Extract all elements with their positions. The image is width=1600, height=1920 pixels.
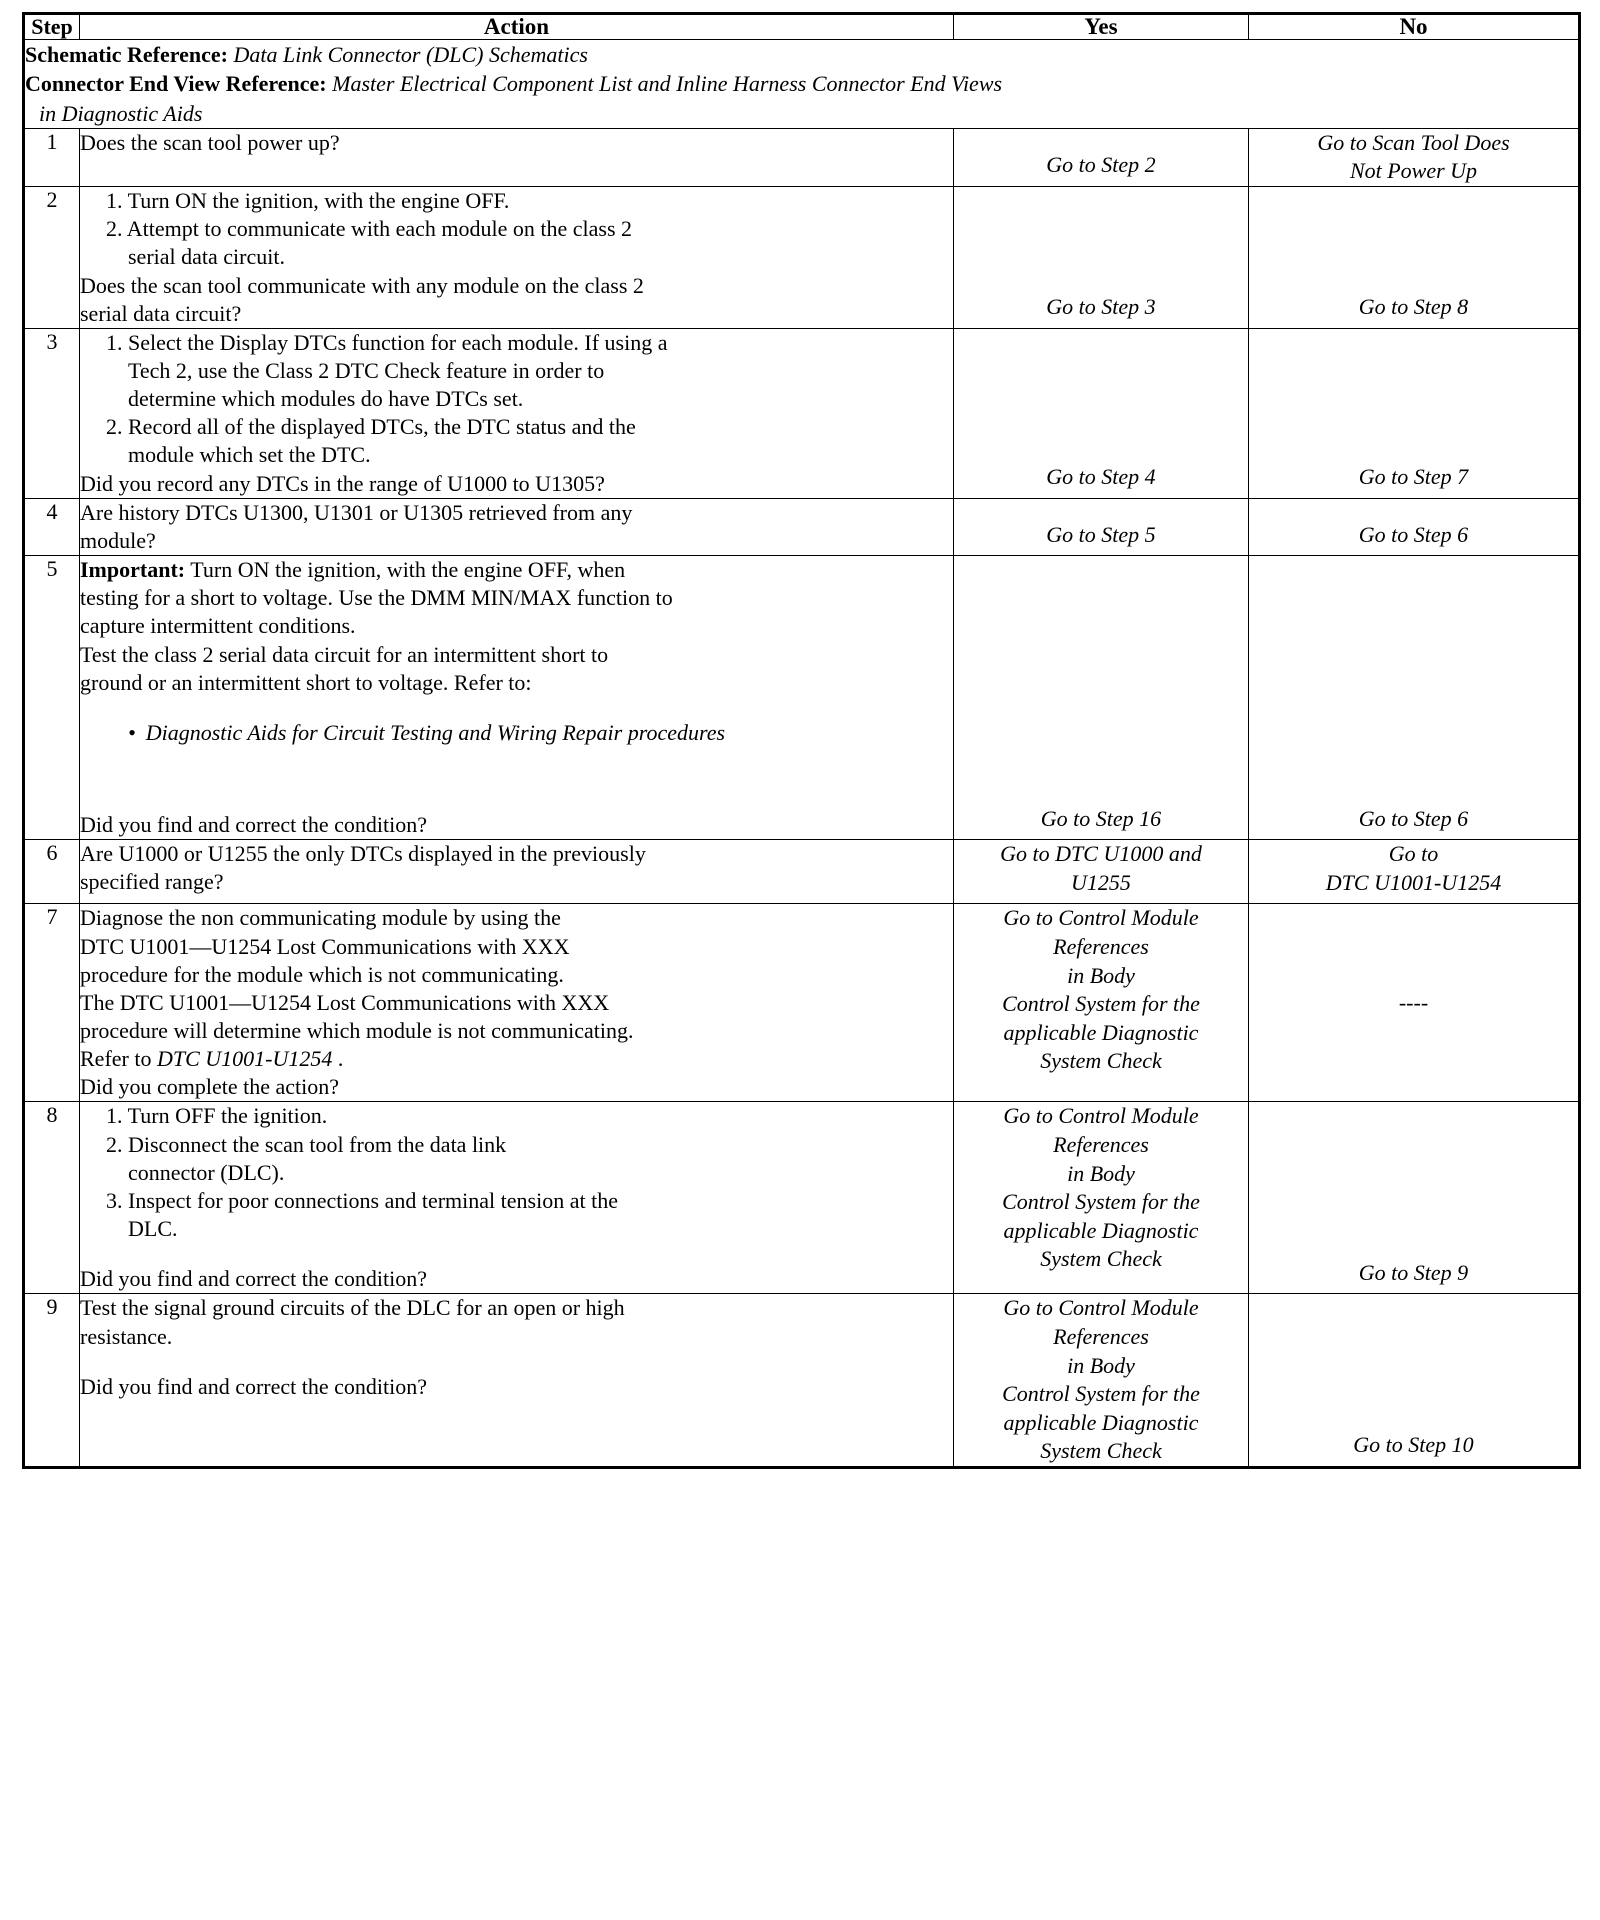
yes-answer-line: Go to Control Module [1003,905,1199,931]
no-answer-line: Go to Step 6 [1358,805,1469,831]
no-answer-cell [1249,840,1580,904]
table-header [24,14,1580,40]
step-number-cell: 4 [24,498,80,555]
action-line: Test the signal ground circuits of the DLC for an open or high [80,1295,625,1321]
yes-answer-cell [954,1294,1249,1468]
yes-answer-line: applicable Diagnostic [1003,1019,1199,1045]
no-answer-line: Go to Step 9 [1358,1259,1469,1285]
step-number-cell: 1 [24,128,80,186]
step-number-cell: 5 [24,556,80,840]
action-line: specified range? [80,869,224,895]
no-answer-cell [1249,328,1580,498]
step-number-cell: 7 [24,904,80,1102]
action-line: 1. Turn ON the ignition, with the engine OFF. [106,188,510,214]
column-header-yes: Yes [954,14,1249,40]
action-line: Did you find and correct the condition? [80,1266,428,1292]
action-line-spacer [80,1351,953,1373]
action-line: Did you complete the action? [80,1074,340,1100]
yes-answer-line: in Body [1067,1352,1135,1378]
connector-reference-label: Connector End View Reference: [25,71,327,97]
yes-answer-line: Go to Control Module [1003,1295,1199,1321]
action-cell [80,128,954,186]
yes-answer-line: System Check [1040,1246,1162,1272]
action-cell [80,328,954,498]
action-line: resistance. [80,1323,173,1349]
no-answer-cell [1249,498,1580,555]
yes-answer-line: applicable Diagnostic [1003,1409,1199,1435]
action-line: DLC. [128,1216,178,1242]
table-row [24,556,1580,840]
action-line [80,719,953,747]
no-answer-cell [1249,128,1580,186]
yes-answer-line: Go to DTC U1000 and [1000,841,1202,867]
no-answer-cell [1249,1294,1580,1468]
action-line: Did you find and correct the condition? [80,1373,428,1399]
step-number-cell: 8 [24,1102,80,1294]
reference-row [24,40,1580,129]
action-line: Does the scan tool power up? [80,129,340,155]
action-line: 2. Disconnect the scan tool from the data link [106,1131,507,1157]
no-answer-cell [1249,556,1580,840]
action-line: Are history DTCs U1300, U1301 or U1305 retrieved from any [80,499,633,525]
action-line: Are U1000 or U1255 the only DTCs displayed in the previously [80,841,646,867]
no-answer-line: DTC U1001-U1254 [1325,869,1502,895]
yes-answer-cell [954,840,1249,904]
yes-answer-cell [954,556,1249,840]
action-line: Important: Turn ON the ignition, with the engine OFF, when [80,557,626,583]
action-cell [80,904,954,1102]
action-line: serial data circuit. [128,244,285,270]
table-row [24,840,1580,904]
action-cell [80,1294,954,1468]
no-answer-line: Go to Step 8 [1358,294,1469,320]
yes-answer-cell [954,187,1249,329]
yes-answer-line: Control System for the [1002,1189,1200,1215]
table-row [24,1294,1580,1468]
action-line: module? [80,527,156,553]
table-row [24,128,1580,186]
action-line: 1. Turn OFF the ignition. [106,1103,328,1129]
action-line-spacer [80,697,953,719]
action-line: Refer to DTC U1001-U1254 . [80,1046,344,1072]
no-answer-cell [1249,904,1580,1102]
action-line: connector (DLC). [128,1159,285,1185]
reference-location-line [25,99,1578,128]
connector-reference-line [25,69,1578,98]
table-row [24,1102,1580,1294]
no-answer-cell [1249,1102,1580,1294]
action-line: 3. Inspect for poor connections and terminal tension at the [106,1187,618,1213]
table-row [24,187,1580,329]
action-line: Diagnose the non communicating module by using the [80,905,561,931]
yes-answer-cell [954,328,1249,498]
no-answer-line: Go to Step 10 [1353,1432,1474,1458]
step-number-cell: 6 [24,840,80,904]
column-header-step: Step [24,14,80,40]
yes-answer-line: U1255 [1071,869,1131,895]
action-line: 2. Record all of the displayed DTCs, the DTC status and the [106,414,636,440]
yes-answer-line: in Body [1067,962,1135,988]
action-line: testing for a short to voltage. Use the DMM MIN/MAX function to [80,585,673,611]
action-line: module which set the DTC. [128,442,371,468]
no-answer-line: Go to [1388,841,1439,867]
yes-answer-line: Go to Step 4 [1046,464,1156,490]
action-line: Tech 2, use the Class 2 DTC Check feature in order to [128,358,605,384]
yes-answer-cell [954,904,1249,1102]
no-answer-line: Not Power Up [1349,158,1478,184]
action-line: ground or an intermittent short to voltage. Refer to: [80,669,532,695]
referenced-procedure: DTC U1001-U1254 [156,1046,333,1072]
step-number-cell: 3 [24,328,80,498]
yes-answer-cell [954,1102,1249,1294]
schematic-reference-line [25,40,1578,69]
action-line: 2. Attempt to communicate with each module on the class 2 [106,216,633,242]
table-body [24,40,1580,1468]
yes-answer-cell [954,128,1249,186]
action-line-spacer [80,747,953,811]
yes-answer-line: applicable Diagnostic [1003,1217,1199,1243]
action-line: Did you record any DTCs in the range of U1000 to U1305? [80,470,605,496]
yes-answer-line: Go to Step 2 [1046,152,1156,178]
yes-answer-line: Control System for the [1002,991,1200,1017]
reference-location: in Diagnostic Aids [39,100,203,126]
action-line: procedure for the module which is not communicating. [80,961,564,987]
step-number-cell: 9 [24,1294,80,1468]
table-row [24,498,1580,555]
action-line: 1. Select the Display DTCs function for each module. If using a [106,329,668,355]
action-cell [80,840,954,904]
action-line: determine which modules do have DTCs set. [128,386,524,412]
step-number-cell: 2 [24,187,80,329]
yes-answer-cell [954,498,1249,555]
table-row [24,328,1580,498]
yes-answer-line: System Check [1040,1438,1162,1464]
action-cell [80,1102,954,1294]
column-header-action: Action [80,14,954,40]
yes-answer-line: Go to Control Module [1003,1103,1199,1129]
yes-answer-line: Go to Step 5 [1046,521,1156,547]
yes-answer-line: References [1053,933,1149,959]
yes-answer-line: Control System for the [1002,1381,1200,1407]
yes-answer-line: Go to Step 3 [1046,294,1156,320]
bullet-text: Diagnostic Aids for Circuit Testing and Wiring Repair procedures [145,719,726,745]
no-answer-cell [1249,187,1580,329]
action-line: Did you find and correct the condition? [80,812,428,838]
action-line: The DTC U1001—U1254 Lost Communications with XXX [80,989,610,1015]
yes-answer-line: References [1053,1324,1149,1350]
diagnostic-procedure-table [22,12,1581,1469]
action-line: capture intermittent conditions. [80,613,356,639]
reference-cell [24,40,1580,129]
bullet-icon: • [128,719,136,745]
action-line: Test the class 2 serial data circuit for an intermittent short to [80,641,609,667]
schematic-reference-value: Data Link Connector (DLC) Schematics [233,42,588,68]
no-answer-line: Go to Step 7 [1358,464,1469,490]
no-answer-line: Go to Step 6 [1358,521,1469,547]
schematic-reference-label: Schematic Reference: [25,42,228,68]
yes-answer-line: Go to Step 16 [1040,805,1162,831]
column-header-no: No [1249,14,1580,40]
action-cell [80,556,954,840]
action-cell [80,187,954,329]
yes-answer-line: System Check [1040,1048,1162,1074]
important-label: Important: [80,557,186,583]
action-line: DTC U1001—U1254 Lost Communications with XXX [80,933,570,959]
yes-answer-line: References [1053,1132,1149,1158]
action-cell [80,498,954,555]
connector-reference-value: Master Electrical Component List and Inline Harness Connector End Views [332,71,1003,97]
action-line: Does the scan tool communicate with any module on the class 2 [80,272,644,298]
no-answer-line: Go to Scan Tool Does [1317,129,1510,155]
action-line-spacer [80,1243,953,1265]
table-row [24,904,1580,1102]
no-answer-line: ---- [1398,989,1429,1015]
yes-answer-line: in Body [1067,1160,1135,1186]
action-line: procedure will determine which module is not communicating. [80,1018,634,1044]
action-line: serial data circuit? [80,300,242,326]
